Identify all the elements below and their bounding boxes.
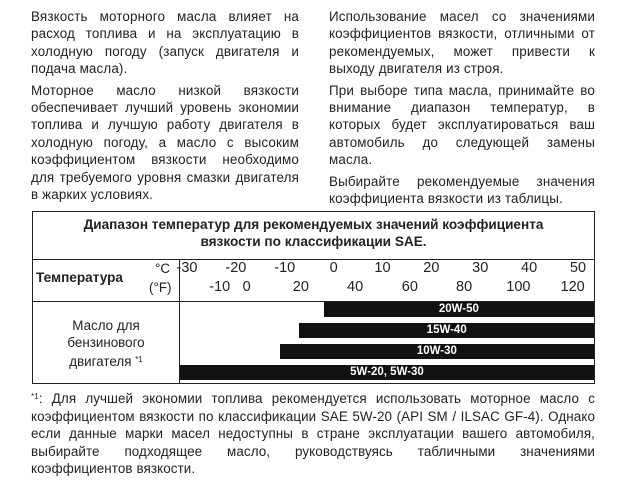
viscosity-temperature-chart bbox=[32, 211, 595, 384]
celsius-tick-label: 40 bbox=[521, 260, 538, 276]
fahrenheit-tick-label: 0 bbox=[242, 279, 251, 295]
fahrenheit-unit: (°F) bbox=[149, 280, 172, 295]
celsius-tick-label: 0 bbox=[329, 260, 338, 276]
footnote-text: : Для лучшей экономии топлива рекомендуется использовать моторное масло с коэффициентом вязкости по классификации SAE 5W-20 (API SM / ILSAC GF-4). Однако если данные марки масел недоступны в стране эксплуатации вашего автомобиля, выбирайте подходящее масло, руководствуясь табличными значениями коэффициентов вязкости. bbox=[31, 391, 595, 477]
celsius-tick-label: 50 bbox=[569, 260, 587, 276]
gasoline-engine-oil-label bbox=[33, 317, 179, 370]
chart-title-line: вязкости по классификации SAE. bbox=[200, 234, 427, 249]
fahrenheit-tick-label: 60 bbox=[401, 279, 418, 295]
celsius-tick-label: 30 bbox=[472, 260, 489, 276]
celsius-tick-label: -20 bbox=[225, 260, 247, 276]
intro-paragraph: Моторное масло низкой вязкости обеспечивает лучший уровень экономии топлива и лучшую работу двигателя в холодную погоду, а масло с высоким коэффициентом вязкости необходимо для требуемого уровня смазки двигателя в жарких условиях. bbox=[31, 82, 299, 203]
divider-line bbox=[33, 259, 594, 260]
fahrenheit-tick-label: -10 bbox=[209, 279, 231, 295]
intro-paragraph: Выбирайте рекомендуемые значения коэффициента вязкости из таблицы. bbox=[329, 173, 595, 207]
fahrenheit-tick-label: 80 bbox=[456, 279, 473, 295]
viscosity-bar: 5W-20, 5W-30 bbox=[180, 365, 594, 380]
viscosity-bar: 20W-50 bbox=[324, 302, 594, 317]
viscosity-bar: 15W-40 bbox=[299, 323, 594, 338]
oil-label-line: двигателя bbox=[69, 354, 132, 369]
oil-label-line: бензинового bbox=[67, 335, 145, 350]
celsius-tick-label: -10 bbox=[274, 260, 296, 276]
footnote-mark: *1 bbox=[135, 355, 143, 364]
chart-title bbox=[33, 216, 594, 250]
viscosity-bar: 10W-30 bbox=[280, 344, 594, 359]
intro-paragraph: При выборе типа масла, принимайте во внимание диапазон температур, в которых будет эксплуатироваться ваш автомобиль до следующей замены масла. bbox=[329, 82, 595, 168]
celsius-tick-label: 10 bbox=[374, 260, 391, 276]
fahrenheit-tick-label: 20 bbox=[292, 279, 309, 295]
intro-left-column bbox=[31, 8, 299, 207]
celsius-tick-label: 20 bbox=[423, 260, 440, 276]
oil-label-line: Масло для bbox=[72, 318, 140, 333]
fahrenheit-tick-label: 120 bbox=[560, 279, 585, 295]
footnote bbox=[31, 388, 595, 478]
fahrenheit-tick-label: 100 bbox=[506, 279, 531, 295]
intro-paragraph: Вязкость моторного масла влияет на расход топлива и на эксплуатацию в холодную погоду (запуск двигателя и подача масла). bbox=[31, 9, 299, 77]
celsius-tick-label: -30 bbox=[176, 260, 198, 276]
footnote-mark: *1 bbox=[31, 392, 39, 401]
celsius-unit: °C bbox=[155, 261, 171, 276]
fahrenheit-tick-label: 40 bbox=[347, 279, 364, 295]
temperature-row-label: Температура bbox=[36, 270, 123, 285]
intro-paragraph: Использование масел со значениями коэффициентов вязкости, отличными от рекомендуемых, может привести к выходу двигателя из строя. bbox=[329, 9, 595, 77]
intro-right-column bbox=[329, 8, 595, 211]
chart-title-line: Диапазон температур для рекомендуемых значений коэффициента bbox=[83, 217, 544, 232]
